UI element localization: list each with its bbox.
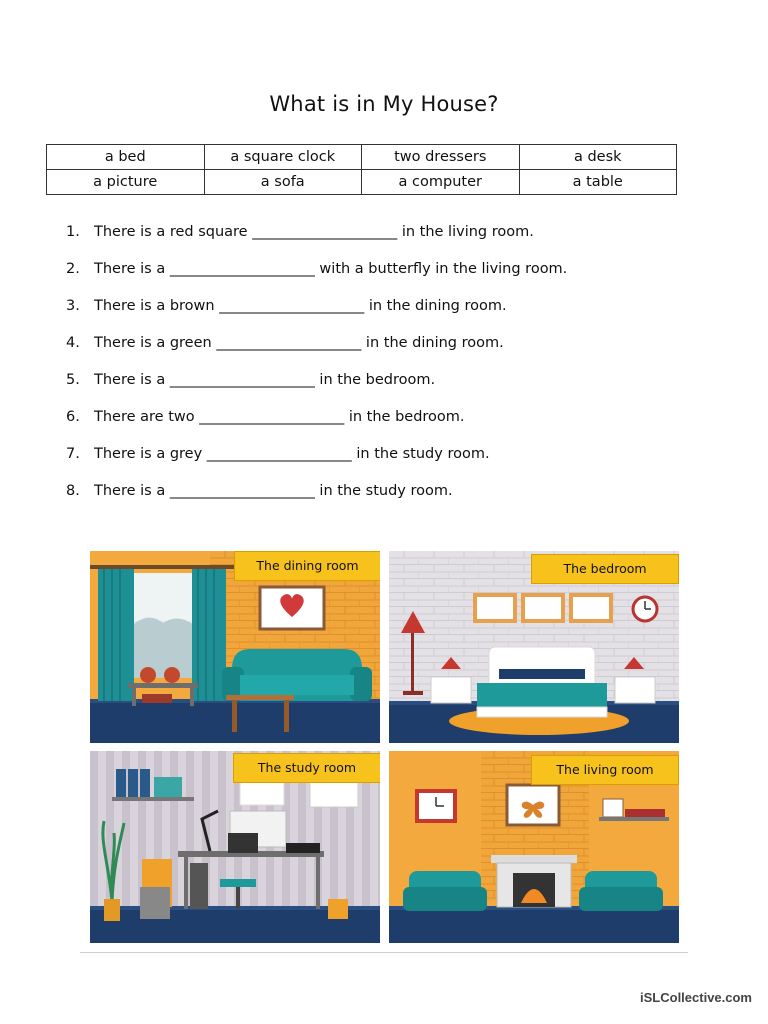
question-text: There is a brown ____________________ in the dining room. xyxy=(94,298,507,314)
question-number: 8. xyxy=(66,483,80,499)
question-item xyxy=(66,406,567,443)
dining-room-illustration xyxy=(90,551,380,743)
word-bank-cell: a table xyxy=(519,170,677,195)
question-item xyxy=(66,480,567,517)
question-number: 5. xyxy=(66,372,80,388)
question-number: 1. xyxy=(66,224,80,240)
bedroom-illustration xyxy=(389,551,679,743)
room-label: The bedroom xyxy=(531,554,679,584)
question-number: 7. xyxy=(66,446,80,462)
word-bank-cell: a picture xyxy=(47,170,205,195)
word-bank-cell: two dressers xyxy=(362,145,520,170)
question-text: There is a red square ____________________ in the living room. xyxy=(94,224,534,240)
word-bank-cell: a sofa xyxy=(204,170,362,195)
room-label: The study room xyxy=(233,753,380,783)
question-text: There is a green ____________________ in the dining room. xyxy=(94,335,504,351)
question-item xyxy=(66,443,567,480)
word-bank-cell: a computer xyxy=(362,170,520,195)
question-text: There are two ____________________ in the bedroom. xyxy=(94,409,465,425)
question-text: There is a ____________________ with a butterfly in the living room. xyxy=(94,261,568,277)
question-number: 3. xyxy=(66,298,80,314)
question-item xyxy=(66,221,567,258)
room-label: The dining room xyxy=(234,551,380,581)
word-bank-row xyxy=(47,145,677,170)
question-item xyxy=(66,369,567,406)
word-bank-cell: a desk xyxy=(519,145,677,170)
question-item xyxy=(66,295,567,332)
question-list xyxy=(66,221,567,517)
living-room-illustration xyxy=(389,751,679,943)
question-text: There is a grey ____________________ in the study room. xyxy=(94,446,490,462)
question-text: There is a ____________________ in the bedroom. xyxy=(94,372,436,388)
question-item xyxy=(66,258,567,295)
word-bank-table xyxy=(46,144,677,195)
room-label: The living room xyxy=(531,755,679,785)
question-number: 2. xyxy=(66,261,80,277)
divider-line xyxy=(80,952,688,953)
question-text: There is a ____________________ in the study room. xyxy=(94,483,453,499)
question-item xyxy=(66,332,567,369)
page-title: What is in My House? xyxy=(269,92,499,116)
word-bank-row xyxy=(47,170,677,195)
word-bank-cell: a bed xyxy=(47,145,205,170)
question-number: 4. xyxy=(66,335,80,351)
study-room-illustration xyxy=(90,751,380,943)
word-bank-cell: a square clock xyxy=(204,145,362,170)
site-credit: iSLCollective.com xyxy=(640,990,752,1005)
question-number: 6. xyxy=(66,409,80,425)
